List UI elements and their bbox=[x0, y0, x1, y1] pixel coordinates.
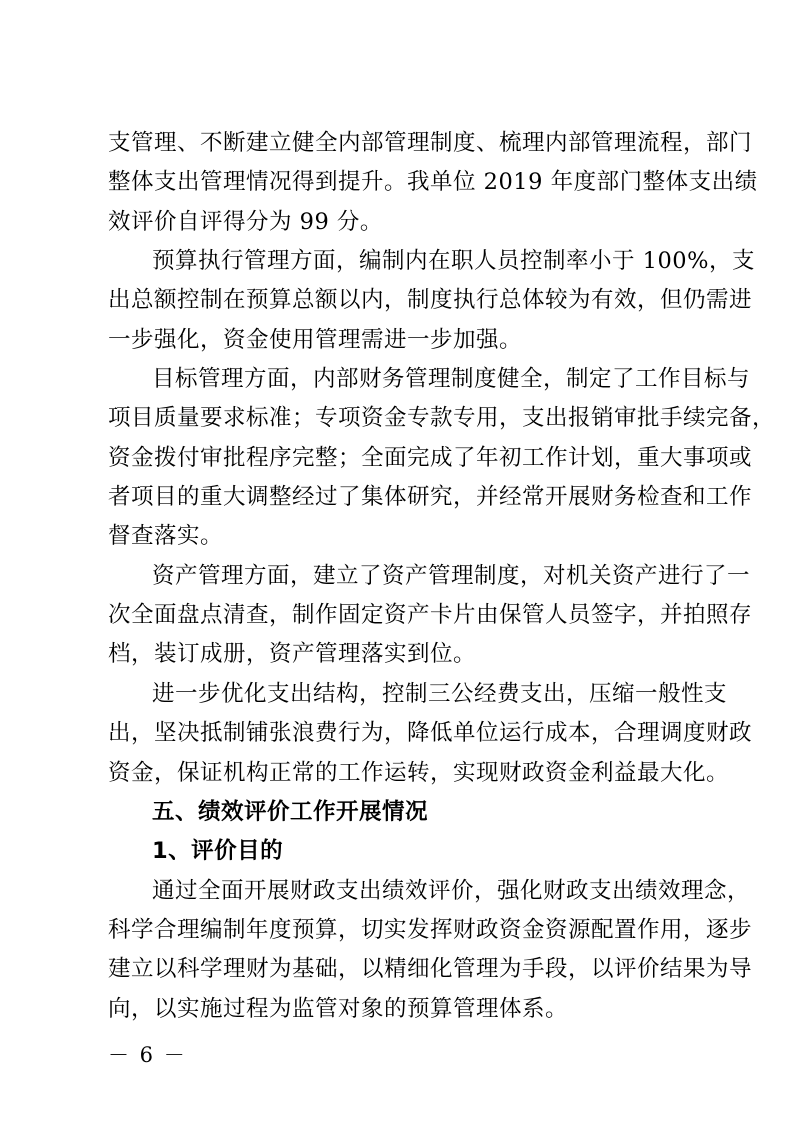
page-number: － 6 － bbox=[108, 1043, 187, 1067]
paragraph-start-line: 进一步优化支出结构，控制三公经费支出，压缩一般性支 bbox=[152, 681, 728, 707]
body-line: 建立以科学理财为基础，以精细化管理为手段，以评价结果为导 bbox=[108, 956, 753, 982]
body-line: 效评价自评得分为 99 分。 bbox=[108, 209, 383, 235]
paragraph-start-line: 预算执行管理方面，编制内在职人员控制率小于 100%，支 bbox=[152, 248, 755, 274]
body-line: 向，以实施过程为监管对象的预算管理体系。 bbox=[108, 996, 569, 1022]
body-line: 者项目的重大调整经过了集体研究，并经常开展财务检查和工作 bbox=[108, 484, 753, 510]
body-line: 档，装订成册，资产管理落实到位。 bbox=[108, 641, 477, 667]
body-line: 一步强化，资金使用管理需进一步加强。 bbox=[108, 327, 523, 353]
body-line: 资金，保证机构正常的工作运转，实现财政资金利益最大化。 bbox=[108, 760, 730, 786]
body-line: 科学合理编制年度预算，切实发挥财政资金资源配置作用，逐步 bbox=[108, 917, 753, 943]
body-line: 项目质量要求标准；专项资金专款专用，支出报销审批手续完备， bbox=[108, 405, 776, 431]
subsection-heading: 1、评价目的 bbox=[152, 838, 284, 864]
paragraph-start-line: 目标管理方面，内部财务管理制度健全，制定了工作目标与 bbox=[152, 366, 751, 392]
body-line: 次全面盘点清查，制作固定资产卡片由保管人员签字，并拍照存 bbox=[108, 602, 753, 628]
body-line: 出，坚决抵制铺张浪费行为，降低单位运行成本，合理调度财政 bbox=[108, 720, 753, 746]
body-line: 督查落实。 bbox=[108, 523, 224, 549]
paragraph-start-line: 资产管理方面，建立了资产管理制度，对机关资产进行了一 bbox=[152, 563, 751, 589]
body-line: 出总额控制在预算总额以内，制度执行总体较为有效，但仍需进 bbox=[108, 287, 753, 313]
section-heading: 五、绩效评价工作开展情况 bbox=[152, 799, 429, 825]
body-line: 资金拨付审批程序完整；全面完成了年初工作计划，重大事项或 bbox=[108, 445, 753, 471]
body-line: 整体支出管理情况得到提升。我单位 2019 年度部门整体支出绩 bbox=[108, 169, 758, 195]
paragraph-start-line: 通过全面开展财政支出绩效评价，强化财政支出绩效理念， bbox=[152, 878, 751, 904]
body-line: 支管理、不断建立健全内部管理制度、梳理内部管理流程，部门 bbox=[108, 130, 753, 156]
